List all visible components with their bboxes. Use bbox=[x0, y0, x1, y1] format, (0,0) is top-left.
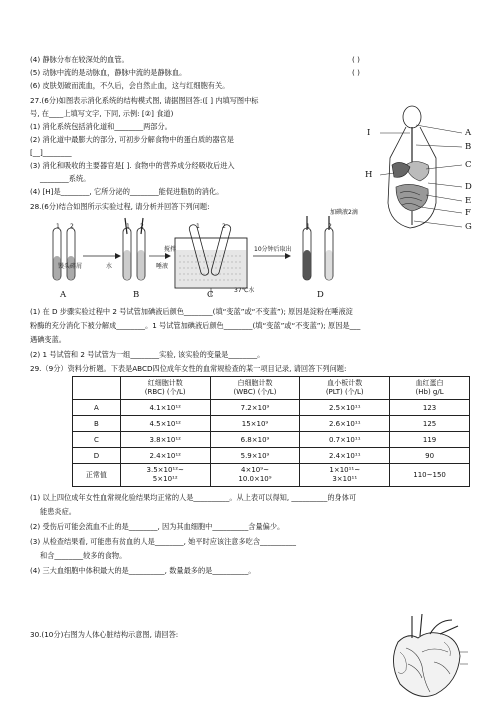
header-hb bbox=[390, 377, 470, 400]
cell-wbc: 6.8×10⁹ bbox=[210, 432, 300, 448]
normal-max: 5×10¹² bbox=[152, 475, 178, 483]
header-rbc bbox=[120, 377, 210, 400]
step-C: C bbox=[207, 290, 214, 300]
q28-s1a: (1) 在 D 步骤实验过程中 2 号试管加碘液后颜色________(填“变蓝”或“不变蓝”); 原因是淀粉在唾液淀 bbox=[30, 307, 353, 316]
cell-wbc bbox=[210, 464, 300, 487]
row-label: A bbox=[73, 400, 121, 416]
q27-intro: 27.(6分)如图表示消化系统的结构模式图, 请据图回答:([ ] 内填写图中标 bbox=[30, 96, 259, 105]
label-C: C bbox=[465, 160, 472, 170]
q28-s2: (2) 1 号试管和 2 号试管为一组________实验, 该实验的变量是________。 bbox=[30, 350, 265, 359]
row-label: B bbox=[73, 416, 121, 432]
cell-rbc: 2.4×10¹² bbox=[120, 448, 210, 464]
q29-s1a: (1) 以上四位成年女性血常规化验结果均正常的人是__________。从上表可以得知, __________的身体可 bbox=[30, 493, 357, 502]
table-header-row bbox=[73, 377, 470, 400]
row-label bbox=[73, 464, 121, 487]
digestive-system-diagram bbox=[370, 103, 475, 238]
cell-plt bbox=[300, 464, 390, 487]
step-D: D bbox=[317, 290, 324, 300]
step-A: A bbox=[60, 290, 67, 300]
q27-s4: (4) [H]是________, 它所分泌的________能促进脂肪的消化。 bbox=[30, 187, 224, 196]
tube-label: 2 bbox=[140, 223, 144, 230]
step-B: B bbox=[133, 290, 140, 300]
heart-diagram bbox=[378, 612, 473, 704]
starch-digestion-experiment bbox=[45, 216, 375, 300]
label-D: D bbox=[465, 182, 472, 192]
header-plt bbox=[300, 377, 390, 400]
q27-intro-2: 号, 在____上填写文字, 下同, 示例: [②] 食道) bbox=[30, 109, 174, 118]
normal-max: 3×10¹¹ bbox=[332, 475, 358, 483]
bread-crumbs-label: 馒头碎屑 bbox=[58, 263, 83, 270]
cell-rbc: 3.8×10¹² bbox=[120, 432, 210, 448]
saliva-label: 唾液 bbox=[156, 263, 169, 270]
q29-s1b: 能患炎症。 bbox=[40, 507, 76, 516]
stir-label: 搅拌 bbox=[164, 246, 177, 253]
header-text: 白细胞计数 bbox=[237, 379, 273, 387]
statement-6: (6) 皮肤划破而流血，不久后，会自然止血，这与红细胞有关。 bbox=[30, 81, 230, 90]
q27-s1: (1) 消化系统包括消化道和________两部分。 bbox=[30, 122, 172, 131]
cell-wbc: 7.2×10⁹ bbox=[210, 400, 300, 416]
cell-hb: 90 bbox=[390, 448, 470, 464]
q28-s1b: 粉酶的充分消化下被分解成________。1 号试管加碘液后颜色________(填“变蓝”或“不变蓝”); 原因是___ bbox=[30, 321, 361, 330]
label-E: E bbox=[465, 196, 472, 206]
normal-min: 1×10¹¹~ bbox=[329, 466, 361, 474]
tube-label: 1 bbox=[56, 223, 60, 230]
normal-max: 10.0×10⁹ bbox=[238, 475, 272, 483]
label-H: H bbox=[365, 170, 373, 180]
cell-plt: 2.6×10¹¹ bbox=[300, 416, 390, 432]
header-wbc bbox=[210, 377, 300, 400]
cell-hb bbox=[390, 464, 470, 487]
q29-s2: (2) 受伤后可能会流血不止的是________, 因为其血细胞中__________含量偏少。 bbox=[30, 522, 285, 531]
q30-intro: 30.(10分)右图为人体心脏结构示意图, 请回答: bbox=[30, 630, 179, 639]
row-label: D bbox=[73, 448, 121, 464]
q27-s3: (3) 消化和吸收的主要器官是[ ]. 食物中的营养成分经吸收后进入 bbox=[30, 161, 235, 170]
tube-label: 2 bbox=[328, 223, 332, 230]
q29-s3a: (3) 从检查结果看, 可能患有贫血的人是________, 她平时应该注意多吃含__________ bbox=[30, 537, 296, 546]
header-empty bbox=[73, 377, 121, 400]
header-text: 血小板计数 bbox=[327, 379, 363, 387]
label-I: I bbox=[367, 128, 371, 138]
normal-range: 110~150 bbox=[413, 470, 446, 479]
statement-5: (5) 动脉中流的是动脉血，静脉中流的是静脉血。 bbox=[30, 68, 187, 77]
tube-label: 1 bbox=[126, 223, 130, 230]
tube-label: 2 bbox=[222, 223, 226, 230]
q27-s3b: ________系统。 bbox=[40, 174, 91, 183]
table-row-normal bbox=[73, 464, 470, 487]
table-row bbox=[73, 432, 470, 448]
statement-4: (4) 静脉分布在较深处的血管。 bbox=[30, 55, 129, 64]
cell-rbc bbox=[120, 464, 210, 487]
header-unit: (WBC) (个/L) bbox=[233, 388, 277, 396]
q28-intro: 28.(6分)结合如图所示实验过程, 请分析并回答下列问题: bbox=[30, 202, 210, 211]
cell-plt: 0.7×10¹¹ bbox=[300, 432, 390, 448]
tube-label: 1 bbox=[196, 223, 200, 230]
q28-s1c: 遇碘变蓝。 bbox=[30, 335, 66, 344]
ten-min-label: 10分钟后取出 bbox=[254, 246, 292, 253]
cell-hb: 123 bbox=[390, 400, 470, 416]
row-label: C bbox=[73, 432, 121, 448]
blood-test-table bbox=[72, 376, 470, 487]
cell-plt: 2.4×10¹¹ bbox=[300, 448, 390, 464]
normal-min: 4×10⁹~ bbox=[241, 466, 269, 474]
tube-label: 1 bbox=[306, 223, 310, 230]
normal-label: 正常值 bbox=[85, 470, 107, 479]
header-unit: (RBC) (个/L) bbox=[144, 388, 186, 396]
table-row bbox=[73, 400, 470, 416]
q27-s2b: [__]________ bbox=[30, 148, 72, 157]
answer-paren-5[interactable]: ( ) bbox=[352, 68, 360, 77]
label-G: G bbox=[465, 222, 472, 232]
answer-paren-4[interactable]: ( ) bbox=[352, 55, 360, 64]
header-text: 血红蛋白 bbox=[415, 379, 444, 387]
header-unit: (PLT) (个/L) bbox=[325, 388, 364, 396]
temperature-label: 37℃水 bbox=[234, 287, 255, 294]
header-unit: (Hb) g/L bbox=[415, 388, 444, 396]
q27-s2: (2) 消化道中最膨大的部分, 可初步分解食物中的蛋白质的器官是 bbox=[30, 135, 234, 144]
label-B: B bbox=[465, 142, 472, 152]
table-row bbox=[73, 448, 470, 464]
q29-s3b: 和含________较多的食物。 bbox=[40, 551, 127, 560]
q29-s4: (4) 三大血细胞中体积最大的是__________, 数量最多的是__________。 bbox=[30, 566, 256, 575]
iodine-label: 加碘液2滴 bbox=[330, 209, 358, 216]
normal-min: 3.5×10¹²~ bbox=[146, 466, 184, 474]
table-row bbox=[73, 416, 470, 432]
cell-rbc: 4.5×10¹² bbox=[120, 416, 210, 432]
cell-wbc: 5.9×10⁹ bbox=[210, 448, 300, 464]
cell-wbc: 15×10⁹ bbox=[210, 416, 300, 432]
cell-rbc: 4.1×10¹² bbox=[120, 400, 210, 416]
label-F: F bbox=[465, 208, 471, 218]
water-label: 水 bbox=[106, 263, 113, 270]
cell-hb: 125 bbox=[390, 416, 470, 432]
cell-plt: 2.5×10¹¹ bbox=[300, 400, 390, 416]
q29-intro: 29.（9分）资料分析题。下表是ABCD四位成年女性的血常规检查的某一项目记录, 请回答下列问题: bbox=[30, 364, 347, 373]
label-A: A bbox=[465, 128, 472, 138]
cell-hb: 119 bbox=[390, 432, 470, 448]
header-text: 红细胞计数 bbox=[147, 379, 183, 387]
tube-label: 2 bbox=[70, 223, 74, 230]
